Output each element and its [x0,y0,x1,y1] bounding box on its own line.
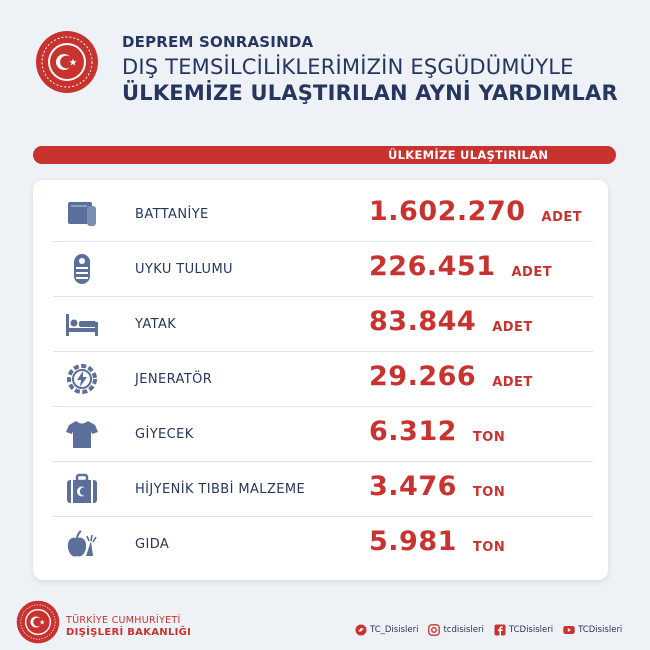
ministry-line-2: DIŞİŞLERİ BAKANLIĞI [66,627,192,638]
bed-icon [65,308,99,340]
aid-row-medical [53,461,593,517]
aid-item-unit: ADET [492,320,533,335]
aid-item-unit: ADET [492,375,533,390]
aid-item-label: HİJYENİK TIBBİ MALZEME [135,482,306,497]
facebook-icon [494,624,506,636]
aid-row-generator [53,351,593,407]
aid-item-number: 1.602.270 [369,196,526,227]
aid-row-blanket [53,186,593,242]
ministry-line-1: TÜRKİYE CUMHURİYETİ [66,615,181,626]
aid-item-number: 29.266 [369,361,477,392]
aid-item-label: BATTANİYE [135,207,209,222]
aid-item-value [369,526,505,557]
headline-line-1: DEPREM SONRASINDA [122,33,314,51]
ministry-name [66,615,191,638]
social-links [355,624,622,636]
social-handle: TCDisisleri [508,625,554,635]
aid-item-value [369,306,533,337]
aid-item-value [369,196,582,227]
tshirt-icon [65,418,99,450]
social-instagram[interactable] [428,624,483,636]
aid-item-unit: ADET [541,210,583,225]
ministry-seal-logo [35,30,99,94]
sleeping-bag-icon [65,253,99,285]
generator-icon [65,363,99,395]
aid-list-card [33,180,608,580]
headline-line-2: DIŞ TEMSİLCİLİKLERİMİZİN EŞGÜDÜMÜYLE [122,55,574,79]
aid-item-label: JENERATÖR [135,372,213,387]
aid-item-label: YATAK [135,317,177,332]
aid-row-clothing [53,406,593,462]
youtube-icon [563,624,575,636]
aid-item-label: GİYECEK [135,427,194,442]
blanket-icon [65,198,99,230]
aid-row-sleeping-bag [53,241,593,297]
social-youtube[interactable] [563,624,622,636]
food-icon [65,528,99,560]
social-handle: TC_Disisleri [370,625,419,635]
social-handle: TCDisisleri [578,625,623,635]
column-header-bar [33,146,616,164]
aid-row-bed [53,296,593,352]
aid-item-label: UYKU TULUMU [135,262,233,277]
aid-item-value [369,416,505,447]
aid-item-unit: TON [472,485,506,500]
aid-item-number: 3.476 [369,471,457,502]
social-twitter[interactable] [355,624,418,636]
aid-item-unit: ADET [511,265,553,280]
social-handle: tcdisisleri [443,625,484,635]
aid-item-label: GIDA [135,537,170,552]
aid-item-number: 83.844 [369,306,477,337]
column-header-label: ÜLKEMİZE ULAŞTIRILAN [388,148,549,162]
aid-item-value [369,361,533,392]
headline-line-3: ÜLKEMİZE ULAŞTIRILAN AYNİ YARDIMLAR [122,81,618,105]
headline [122,33,618,105]
aid-item-number: 5.981 [369,526,457,557]
aid-item-unit: TON [472,540,506,555]
aid-item-value [369,251,552,282]
twitter-icon [355,624,367,636]
social-facebook[interactable] [494,624,553,636]
aid-item-unit: TON [472,430,506,445]
aid-item-number: 6.312 [369,416,457,447]
medical-kit-icon [65,473,99,505]
aid-item-number: 226.451 [369,251,496,282]
footer-seal-logo [16,600,60,644]
aid-item-value [369,471,505,502]
aid-row-food [53,516,593,571]
instagram-icon [428,624,440,636]
